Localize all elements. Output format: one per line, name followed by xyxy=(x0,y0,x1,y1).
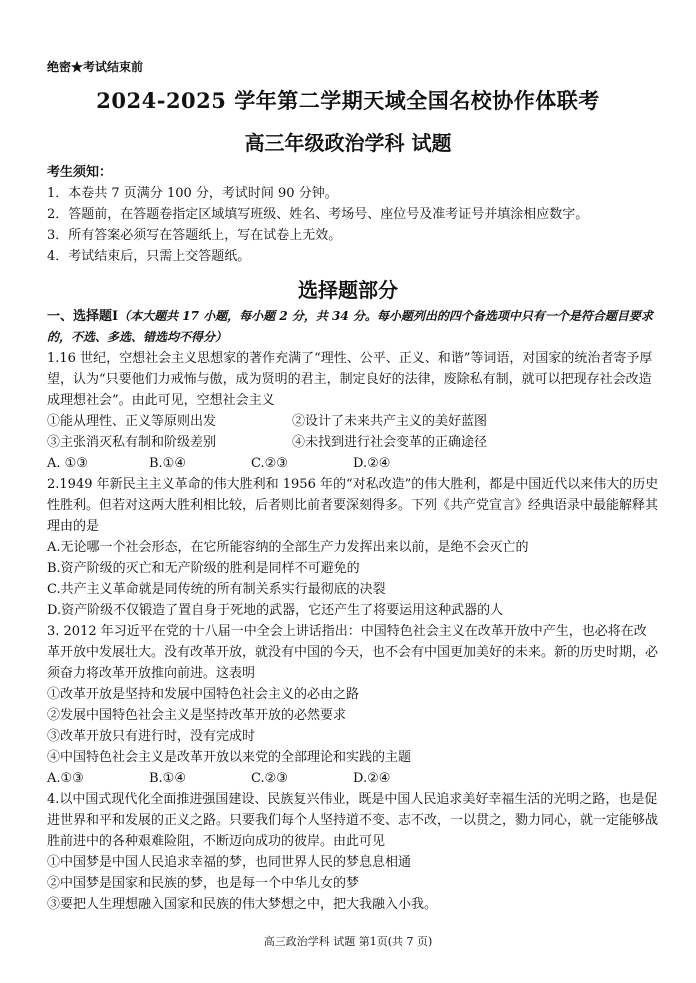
question-4-item: ②中国梦是国家和民族的梦，也是每一个中华儿女的梦 xyxy=(47,876,360,891)
option-1: ①能从理性、正义等原则出发 xyxy=(47,414,217,429)
question-2-option-d: D.资产阶级不仅锻造了置自身于死地的武器，它还产生了将要运用这种武器的人 xyxy=(47,603,504,618)
question-4-item: ①中国梦是中国人民追求幸福的梦，也同世界人民的梦息息相通 xyxy=(47,855,412,870)
exam-subtitle: 高三年级政治学科 试题 xyxy=(244,131,452,155)
question-3-item: ③改革开放只有进行时，没有完成时 xyxy=(47,729,256,744)
exam-title: 2024-2025 学年第二学期天域全国名校协作体联考 xyxy=(96,88,600,113)
choice-d: D.②④ xyxy=(353,456,391,471)
question-3-stem: 3. 2012 年习近平在党的十八届一中全会上讲话指出：中国特色社会主义在改革开放中产生，也必将在改革开放中发展壮大。没有改革开放，就没有中国的今天，也不会有中国更加美好的未来。新的历史时期，必须奋力将改革开放推向前进。这表明 xyxy=(47,624,659,681)
question-3-item: ①改革开放是坚持和发展中国特色社会主义的必由之路 xyxy=(47,687,360,702)
question-1-options-row xyxy=(47,432,659,453)
part-heading xyxy=(47,306,659,348)
question-2-option-c: C.共产主义革命就是同传统的所有制关系实行最彻底的决裂 xyxy=(47,582,386,597)
choice-c: C.②③ xyxy=(251,771,288,786)
option-2: ②设计了未来共产主义的美好蓝图 xyxy=(292,414,488,429)
choice-a: A. ①③ xyxy=(47,456,88,471)
question-2-option-a: A.无论哪一个社会形态，在它所能容纳的全部生产力发挥出来以前，是绝不会灭亡的 xyxy=(47,540,529,555)
question-3-item: ④中国特色社会主义是改革开放以来党的全部理论和实践的主题 xyxy=(47,750,412,765)
question-1-options-row xyxy=(47,411,659,432)
question-4-item: ③要把人生理想融入国家和民族的伟大梦想之中，把大我融入小我。 xyxy=(47,897,438,912)
option-3: ③主张消灭私有制和阶级差别 xyxy=(47,435,217,450)
question-4-stem: 4.以中国式现代化全面推进强国建设、民族复兴伟业，既是中国人民追求美好幸福生活的光明之路，也是促进世界和平和发展的正义之路。只要我们每个人坚持道不变、志不改，一以贯之，勠力同心，就一定能够战胜前进中的各种艰难险阻，不断迈向成功的彼岸。由此可见 xyxy=(47,792,659,849)
section-title: 选择题部分 xyxy=(298,278,398,302)
notice-heading: 考生须知： xyxy=(47,165,113,180)
choice-d: D.②④ xyxy=(353,771,391,786)
question-2-option-b: B.资产阶级的灭亡和无产阶级的胜利是同样不可避免的 xyxy=(47,561,360,576)
question-3-choices xyxy=(47,768,659,789)
question-2-stem: 2.1949 年新民主主义革命的伟大胜利和 1956 年的“对私改造”的伟大胜利，都是中国近代以来伟大的历史性胜利。但若对这两大胜利相比较，后者则比前者要深刻得多。下列《共产党宣言》经典语录中最能解释其理由的是 xyxy=(47,477,659,534)
option-4: ④未找到进行社会变革的正确途径 xyxy=(292,435,488,450)
notice-item: 3．所有答案必须写在答题纸上，写在试卷上无效。 xyxy=(47,228,342,243)
question-1-stem: 1.16 世纪，空想社会主义思想家的著作充满了“理性、公平、正义、和谐”等词语，对国家的统治者寄予厚望，认为“只要他们力戒怖与傲，成为贤明的君主，制定良好的法律，废除私有制，就可以把现存社会改造成理想社会”。由此可见，空想社会主义 xyxy=(47,351,653,408)
question-1-choices xyxy=(47,453,659,474)
choice-b: B.①④ xyxy=(149,771,186,786)
choice-a: A.①③ xyxy=(47,771,84,786)
notice-item: 1．本卷共 7 页满分 100 分，考试时间 90 分钟。 xyxy=(47,186,338,201)
notice-item: 4．考试结束后，只需上交答题纸。 xyxy=(47,249,251,264)
part-description: （本大题共 17 小题，每小题 2 分，共 34 分。每小题列出的四个备选项中只有一个是符合题目要求的，不选、多选、错选均不得分） xyxy=(47,309,653,344)
page-footer: 高三政治学科 试题 第1页(共 7 页) xyxy=(263,935,433,948)
notice-block xyxy=(47,162,657,267)
notice-item: 2．答题前，在答题卷指定区域填写班级、姓名、考场号、座位号及准考证号并填涂相应数字。 xyxy=(47,207,589,222)
questions xyxy=(47,306,659,915)
choice-b: B.①④ xyxy=(149,456,186,471)
secret-mark: 绝密★考试结束前 xyxy=(47,60,144,74)
choice-c: C.②③ xyxy=(251,456,288,471)
part-label: 一、选择题Ⅰ xyxy=(47,309,119,324)
question-3-item: ②发展中国特色社会主义是坚持改革开放的必然要求 xyxy=(47,708,347,723)
